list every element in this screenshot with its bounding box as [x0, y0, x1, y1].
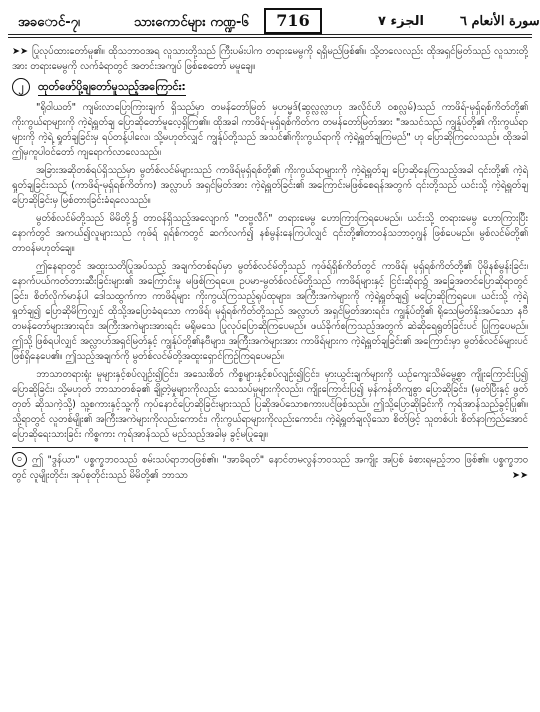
section-label: သားကောင်များ ကဏ္ဍ-၆ [134, 15, 249, 30]
page-continue-arrow-icon: ➤➤ [511, 469, 528, 481]
surah-label: سورة الأنعام ٦ [460, 14, 540, 29]
intro-paragraph [12, 44, 528, 74]
chapter-label: အခ​ောင်-၇၊ [18, 15, 80, 30]
footnote-number: ၀ [12, 452, 27, 467]
page-number: 716 [264, 8, 322, 34]
footnote-text: ဤ "ဒွန်ယာ" ပစ္စက္ခဘဝသည် စမ်းသပ်ရာဘဝဖြစ်၏။ "အာခိရတ်" နောင်တမလွန်ဘဝသည် အကျိုး အပြစ် ခံစားရမည့်ဘဝ ဖြစ်၏။ ပစ္စက္ခဘဝတွင် လူမျိုးတိုင်း၊ အုပ်စုတိုင်းသည် မိမိတို့၏ ဘာသာ [12, 454, 528, 481]
section-number: ၂ [12, 78, 30, 96]
header-rule-bottom [8, 37, 532, 38]
intro-text: ပြုလုပ်ထားတော်မူ၏။ ထိုသဘာဝအရ လူသားတို့သည် ကြီးပမ်းပါက တရားမေမွကို ရရှိမည်ဖြစ်၏။ သို့တလေလည်း ထိုအရှင်မြတ်သည် လူသားတို့အား တရားမေမွကို လက်ခံရာတွင် အတင်းအကျပ် ဖြစ်စေတော် မမူချေ။ [12, 46, 528, 72]
continuation-arrow-icon: ➤➤ [12, 46, 29, 57]
body-paragraph: မွတ်စ်လင်မ်တို့သည် မိမိတို့၌ တာဝန်ရှိသည့်အလျောက် "တဗ္ဗလီဂ်" တရားမေမွ ဟောကြားကြရပေမည်။ ယင်းသို့ တရားမေမွ ဟောကြားပြီးနောက်တွင် အကယ်၍လူများသည် ကုဖ်ရ် ရှရ်စ်ကတွင် ဆက်လက်၍ နစ်မွန်းနေကြပါလျှင် ၎င်းတို့၏တာဝန်သဘာဝ့ဂျွန် ဖြစ်ပေမည်။ မွစ်လင်မ်တို့၏ တာဝန်မဟုတ်ချေ။ [12, 213, 528, 254]
body-paragraph: "ရိုဝါယတ်" ကျမ်းလာပြောကြားချက် ရှိသည်မှာ တမန်တော်မြတ် မှဟမ္မဒ်(ဆွလ္လလ္လာဟု အလိုင်ဟိ ဝစလ္လမ်)သည် ကာဖိရ်-မုရှ်ရစ်ကိတ်တို့၏ ကိုးကွယ်ရာများကို ကဲ့ရဲ့ရှုတ်ချ ပြောဆိုတော်မူလေ့ရှိကြ၏။ ထိုအခါ ကာဖိရ်-မုရှ်ရစ်ကိတ်က တမန်တော်မြတ်အား "အသင်သည် ကျွန်ုပ်တို့၏ ကိုးကွယ်ရာများကို ကဲ့ရဲ့ ရှုတ်ချခြင်းမှ ရပ်တန့်ပါလေ၊ သို့မဟုတ်လျှင် ကျွန်ုပ်တို့သည် အသင်၏ကိုးကွယ်ရာကို ကဲ့ရဲ့ရှုတ်ချကြမည်" ဟု ပြောဆိုကြလေသည်။ ထိုအခါ ဤမှကူပါဝင်တော် ကျရောက်လာလေသည်။ [12, 102, 528, 158]
page-content [12, 44, 528, 706]
footnote-divider [12, 447, 528, 448]
footnote [12, 452, 528, 483]
juz-label: الجزء ٧ [378, 14, 424, 29]
body-paragraph: အခြားအဆိုတစ်ရပ်ရှိသည်မှာ မွတ်စ်လင်မ်များသည် ကာဖိရ်မုရှ်ရစ်တို့၏ ကိုးကွယ်ရာများကို ကဲ့ရဲ့ရှုတ်ချ ပြောဆိုနေကြသည့်အခါ ၎င်းတို့၏ ကဲ့ရဲ့ရှုတ်ချခြင်းသည် (ကာဖိရ်-မုရှ်ရစ်ကိတ်က) အလ္လာဟ် အရှင်မြတ်အား ကဲ့ရဲ့ရှုတ်ခြင်း၏ အကြောင်းမဖြစ်စေရန်အတွက် ၎င်းတို့သည် ယင်းသို့ ကဲ့ရဲ့ရှုတ်ချ ပြောဆိုခြင်းမှ မြစ်တားခြင်းခံရလေသည်။ [12, 165, 528, 206]
header-rule-top [8, 34, 532, 35]
body-paragraph: ဤနေရာတွင် အထူးသတိပြုအပ်သည့် အချက်တစ်ရပ်မှာ မွတ်စ်လင်မ်တို့သည် ကုဖ်ရ်ရှိစ်ကိတ်တွင် ကာဖိရ်၊ မုရှ်ရစ်ကိတ်တို့၏ ပိုမိုနစ်မွန်းခြင်း၊ နောက်ပယ်ကတ်တားဆီးခြင်းများ၏ အကြောင်းမှု မဖြစ်ကြရပေ။ ဥပမာ-မွတ်စ်လင်မ်တို့သည် ကာဖိရ်များနှင့် ငြင်းဆိုရာ၌ အခြေအတင်ပြောဆိုရာတွင်ခြင်း၊ စိတ်လိုက်မာန်ပါ ဒေါသထွက်ကာ ကာဖိရ်များ ကိုးကွယ်ကြသည့်ရုပ်ထုများ၊ အကြီးအကဲများကို ကဲ့ရဲ့ရှုတ်ချ၍ မပြောဆိုကြရပေ။ ယင်းသို့ ကဲ့ရဲ့ရှုတ်ချ၍ ပြောဆိုမိကြလျှင် ထိုသို့အပြောခံရသော ကာဖိရ်၊ မုရှ်ရစ်ကိတ်တို့သည် အလ္လာဟ် အရှင်မြတ်အားရင်း၊ ကျွန်ုပ်တို့၏ ရိုသေမြတ်နိုးအပ်သော နဗီတမန်တော်များအားရင်း၊ အကြီးအကဲများအားရင်း မရိုမသေ ပြုလုပ်ပြောဆိုကြပေမည်။ ဖယ်ခိုက်စကြသည့်အတွက် ဆဲဆိုရေရွတ်ခြင်းပင် ပြုကြပေမည်။ ဤသို့ ဖြစ်ရပါလျှင် အလ္လာဟ်အရှင်မြတ်နှင့် ကျွန်ုပ်တို့၏နဗီများ၊ အကြီးအကဲများအား ကာဖိရ်များက ကဲ့ရဲ့ရှုတ်ချခြင်း၏ အကြောင်းမှာ မွတ်စ်လင်မ်များပင် ဖြစ်ရှိနေပေ၏။ ဤသည့်အချက်ကို မွတ်စ်လင်မ်တို့အထူးရှောင်ကြဉ်ကြရပေမည်။ [12, 261, 528, 362]
section-heading [12, 78, 528, 96]
section-title: ထုတ်ဖော်ပို့ချတော်မူသည့်အကြောင်း: [38, 79, 186, 96]
body-paragraph: ဘာသာတရားရုံး မူများနှင့်စပ်လျဉ်း၍ငြင်း၊ အသေးစိတ် ကိစ္စများနှင့်စပ်လျဉ်း၍ငြင်း၊ မှားယွင်းချက်များကို ယဉ်ကျေးသိမ်မွေ့စွာ ကျိုးကြောင်းပြ၍ ပြောဆိုခြင်း၊ သို့မဟုတ် ဘာသာတစ်ခု၏ ချို့တဲ့မှုများကိုလည်း သေသပ်မှုများကိုလည်း၊ ကျိုးကြောင်းပြ၍ မှန်ကန်တိကျစွာ ပြောဆိုခြင်း၊ (မှတ်ပြီးနှင့် ဖွတ်တုတ် ဆိုသကဲ့သို့) သူ့စကားနှင့်သူ့ကို ကုပ်နောင်ပြောဆိုခြင်းများသည် ပြဆိုအပ်သောစကားပင်ဖြစ်သည်။ ဤသို့ပြောဆိုခြင်းကို ကုရ်အာန်သည်ခွင့်ပြု၏။ သို့ရာတွင် လူတစ်မျိုး၏ အကြီးအကဲများကိုလည်းကောင်း၊ ကိုးကွယ်ရာများကိုလည်းကောင်း၊ ကဲ့ရဲ့ရှုတ်ချလိုသော စိတ်ဖြင့် သူတစ်ပါး စိတ်နာကြည်အောင် ပြောဆိုရေးသားခြင်း ကိစ္စကား ကုရ်အာန်သည် မည်သည့်အခါမှ ခွင့်မပြုချေ။ [12, 369, 528, 440]
